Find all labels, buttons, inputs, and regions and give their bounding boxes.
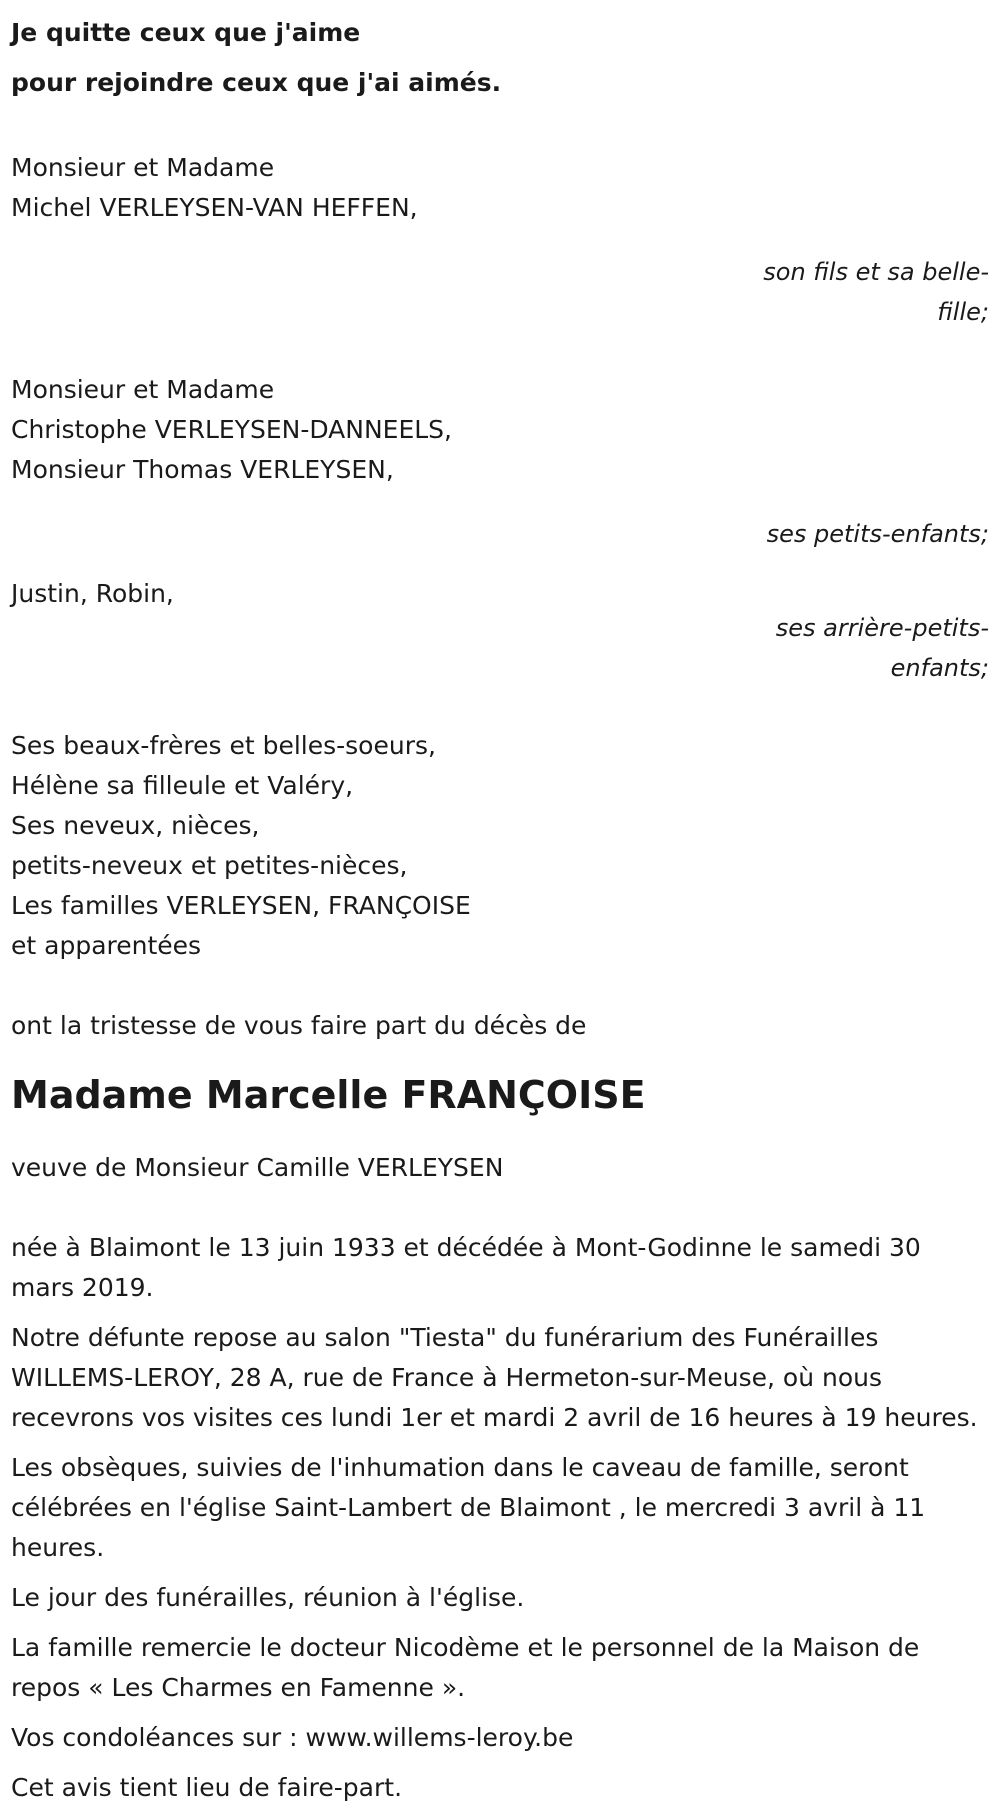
condolences-paragraph: Vos condoléances sur : www.willems-leroy.be [11, 1723, 574, 1752]
family-grandchildren [11, 370, 991, 554]
others-line: et apparentées [11, 931, 202, 960]
others-line: Ses neveux, nièces, [11, 811, 260, 840]
motto-line-1: Je quitte ceux que j'aime [11, 18, 361, 47]
grandchildren-line-2: Christophe VERLEYSEN-DANNEELS, [11, 415, 452, 444]
son-line-2: Michel VERLEYSEN-VAN HEFFEN, [11, 193, 418, 222]
great-grandchildren-line-1: Justin, Robin, [11, 579, 174, 608]
family-others [11, 726, 991, 966]
visitation-paragraph: Notre défunte repose au salon "Tiesta" du funérarium des Funérailles WILLEMS-LEROY, 28 A, rue de France à Hermeton-sur-Meuse, où nous recevrons vos visites ces lundi 1er et mardi 2 avril de 16 heures à 19 heures. [11, 1323, 978, 1432]
obituary-notice [11, 8, 991, 1818]
son-line-1: Monsieur et Madame [11, 153, 275, 182]
grandchildren-relation: ses petits-enfants; [766, 520, 989, 548]
closing-paragraph: Cet avis tient lieu de faire-part. [11, 1773, 403, 1802]
announcement-text: ont la tristesse de vous faire part du décès de [11, 1011, 587, 1040]
others-line: Hélène sa filleule et Valéry, [11, 771, 354, 800]
others-line: petits-neveux et petites-nièces, [11, 851, 408, 880]
deceased-name: Madame Marcelle FRANÇOISE [11, 1073, 646, 1117]
thanks-paragraph: La famille remercie le docteur Nicodème et le personnel de la Maison de repos « Les Charmes en Famenne ». [11, 1633, 920, 1702]
widow-of-text: veuve de Monsieur Camille VERLEYSEN [11, 1153, 504, 1182]
family-son [11, 148, 991, 332]
meeting-paragraph: Le jour des funérailles, réunion à l'église. [11, 1583, 525, 1612]
motto-line-2: pour rejoindre ceux que j'ai aimés. [11, 68, 502, 97]
son-relation: son fils et sa belle-fille; [763, 258, 989, 326]
others-line: Ses beaux-frères et belles-soeurs, [11, 731, 436, 760]
others-line: Les familles VERLEYSEN, FRANÇOISE [11, 891, 471, 920]
birth-death-paragraph: née à Blaimont le 13 juin 1933 et décédée à Mont-Godinne le samedi 30 mars 2019. [11, 1233, 921, 1302]
great-grandchildren-relation: ses arrière-petits-enfants; [775, 614, 989, 682]
details-section [11, 1228, 991, 1808]
grandchildren-line-3: Monsieur Thomas VERLEYSEN, [11, 455, 394, 484]
funeral-paragraph: Les obsèques, suivies de l'inhumation dans le caveau de famille, seront célébrées en l'église Saint-Lambert de Blaimont , le mercredi 3 avril à 11 heures. [11, 1453, 926, 1562]
family-great-grandchildren [11, 574, 991, 688]
grandchildren-line-1: Monsieur et Madame [11, 375, 275, 404]
